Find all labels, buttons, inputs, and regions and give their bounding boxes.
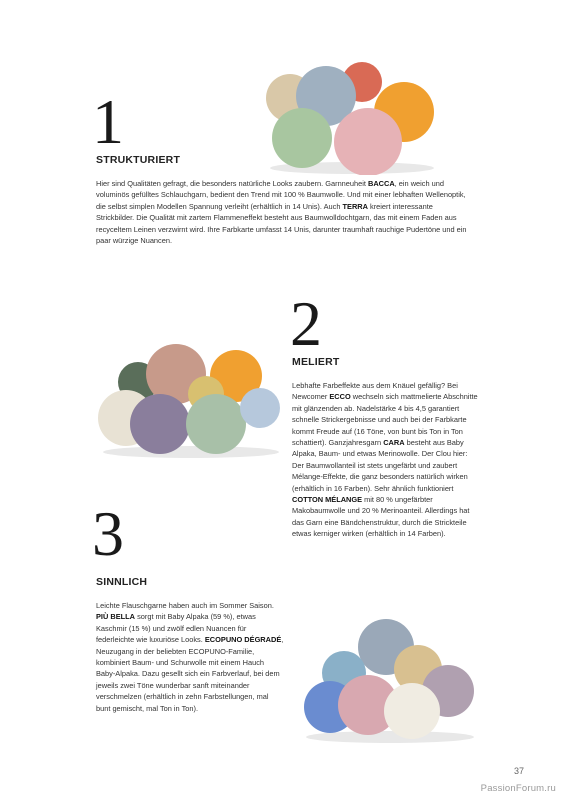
section-number-1: 1 (92, 86, 124, 157)
product-name-cara: CARA (383, 438, 405, 448)
product-name-terra: TERRA (342, 201, 368, 211)
page-number: 37 (513, 766, 524, 776)
yarn-image-strukturiert (262, 60, 442, 175)
product-name-ecopuno-degrade: ECOPUNO DÉGRADÉ (204, 635, 282, 645)
product-name-ecco: ECCO (329, 392, 351, 402)
product-name-cotton-melange: COTTON MÉLANGE (292, 495, 363, 505)
section-number-2: 2 (290, 288, 322, 359)
section-title-meliert: MELIERT (292, 356, 340, 368)
yarn-image-meliert (96, 340, 286, 460)
product-name-piu-bella: PIÙ BELLA (96, 612, 136, 622)
section-title-sinnlich: SINNLICH (96, 576, 148, 588)
section-title-strukturiert: STRUKTURIERT (96, 154, 181, 166)
section-body-strukturiert: Hier sind Qualitäten gefragt, die besonders natürliche Looks zaubern. Garnneuheit BACCA, ein weich und voluminös gefülltes Schlauchgarn, bedient den Trend mit 100 % Baumwolle. Und mit einer lebhaften Wellenoptik, die selbst simplen Modellen Spannung verleiht (erhältlich in 14 Unis). Auch TERRA kreiert interessante Strickbilder. Die Qualität mit zartem Flammeneffekt besteht aus Baumwolldochtgarn, das mit einem Faden aus recyceltem Leinen verzwirnt wird. Ihre Farbkarte umfasst 14 Unis, darunter traumhaft rauchige Pudertöne und ein paar würzige Nuancen. (96, 179, 467, 246)
section-number-3: 3 (92, 498, 124, 569)
watermark: PassionForum.ru (480, 783, 556, 794)
section-body-sinnlich: Leichte Flauschgarne haben auch im Sommer Saison. PIÙ BELLA sorgt mit Baby Alpaka (59 %), etwas Kaschmir (15 %) und zwölf edlen Nuancen für federleichte wie luxuriöse Looks. ECOPUNO DÉGRADÉ, Neuzugang in der beliebten ECOPUNO-Familie, kombiniert Baum- und Schurwolle mit einem Hauch Baby-Alpaka. Dazu gesellt sich ein Farbverlauf, bei dem jeweils zwei Töne wunderbar sanft miteinander verschmelzen (erhältlich in zehn Farbstellungen, mal bunt gemischt, mal Ton in Ton). (96, 601, 284, 713)
yarn-image-sinnlich (300, 615, 480, 745)
section-body-meliert: Lebhafte Farbeffekte aus dem Knäuel gefällig? Bei Newcomer ECCO wechseln sich mattmelierte Abschnitte mit glänzenden ab. Nadelstärke 4 bis 4,5 garantiert schnelle Strickergebnisse und auch bei der Farbkarte kommt Freude auf (16 Töne, von bunt bis Ton in Ton schattiert). Ganzjahresgarn CARA besteht aus Baby Alpaka, Baum- und etwas Merinowolle. Der Clou hier: Der Baumwollanteil ist stets ungefärbt und zaubert Mélange-Effekte, die ganz besonders natürlich wirken (erhältlich in 16 Farben). Sehr ähnlich funktioniert COTTON MÉLANGE mit 80 % ungefärbter Makobaumwolle und 20 % Merinoanteil. Allerdings hat das Garn eine Bändchenstruktur, durch die Strickteile etwas kerniger wirken (erhältlich in 14 Farben). (292, 381, 478, 539)
product-name-bacca: BACCA (367, 179, 395, 188)
